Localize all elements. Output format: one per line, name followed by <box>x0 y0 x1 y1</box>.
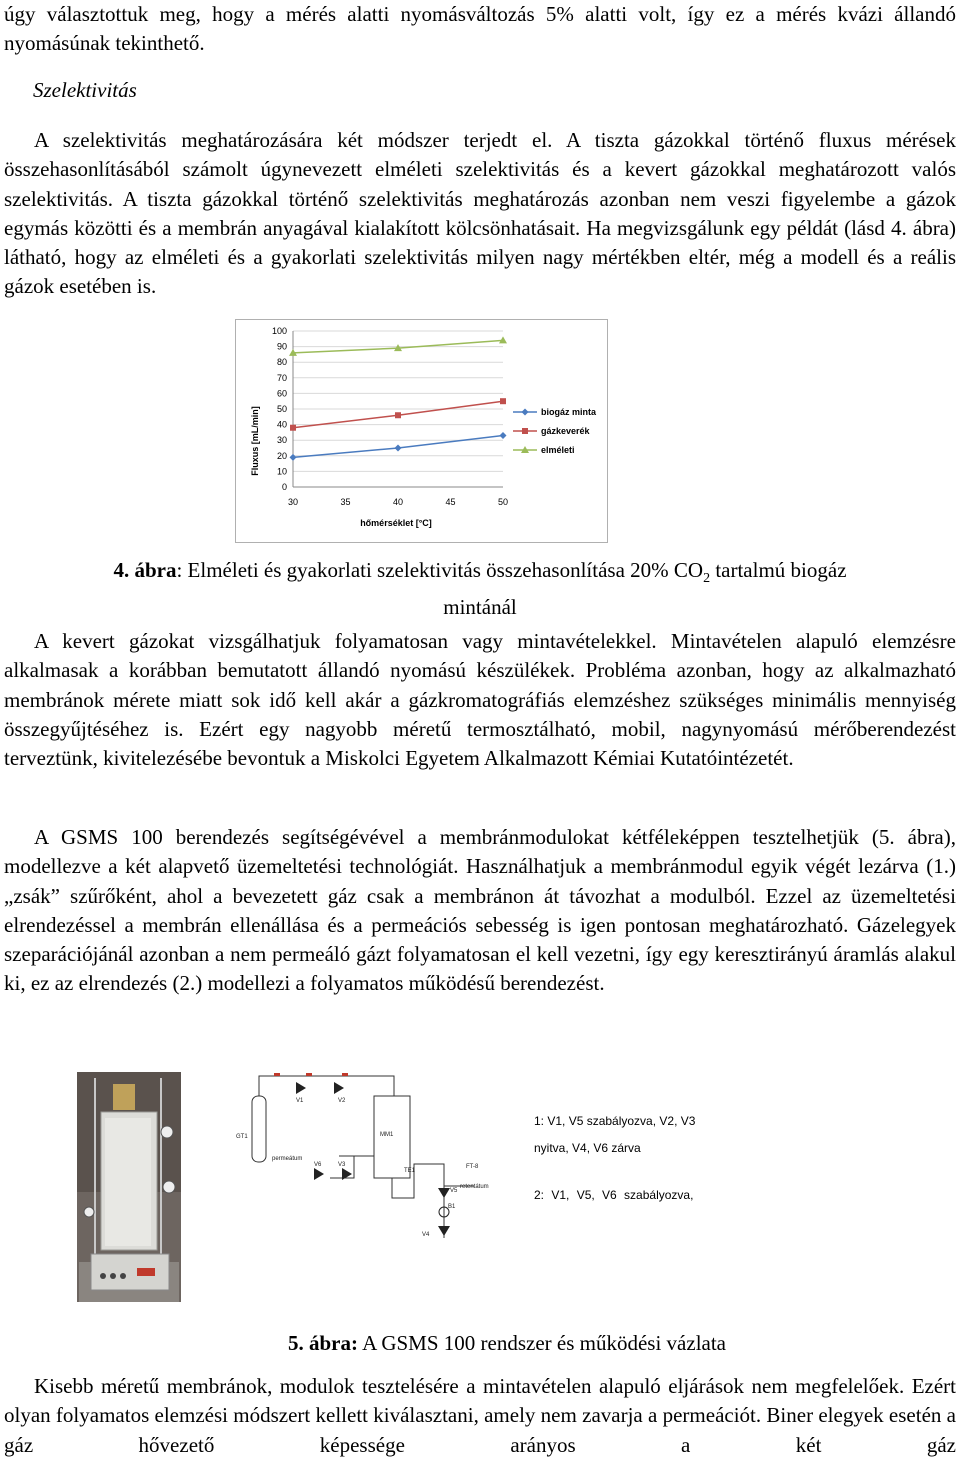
x-tick-label: 30 <box>287 497 299 507</box>
label-v5: V5 <box>450 1188 458 1194</box>
note-2: 2: V1, V5, V6 szabályozva, <box>534 1188 694 1202</box>
legend-label: biogáz minta <box>541 407 597 417</box>
paragraph-intro: úgy választottuk meg, hogy a mérés alatti nyomásváltozás 5% alatti volt, így ez a mérés kvázi állandó nyomásúnak tekinthető. <box>4 2 956 56</box>
legend-label: gázkeverék <box>541 426 590 436</box>
label-v4: V4 <box>422 1232 430 1238</box>
paragraph-gsms: A GSMS 100 berendezés segítségévével a membránmodulokat kétféleképpen tesztelhetjük (5. ábra), modellezve a két alapvető üzemeltetési technológiát. Használhatjuk a membránmodul egyik végét lezárva (1.) „zsák” szűrőként, ahol a bevezetett gáz csak a membránon át távozhat a modulból. Ezzel az üzemeltetési elrendezéssel a membrán ellenállása és a permeációs sebesség is igen pontosan meghatározható. Gázelegyek szeparációjánál azonban a nem permeáló gázt folyamatosan el kell vezetni, így egy keresztirányú áramlás alakul ki, ez az elrendezés (2.) modellezi a folyamatos működésű berendezést. <box>4 825 956 996</box>
label-v2: V2 <box>338 1098 346 1104</box>
note-1: 1: V1, V5 szabályozva, V2, V3 <box>534 1114 696 1128</box>
x-tick-label: 35 <box>340 497 351 507</box>
note-1-cont: nyitva, V4, V6 zárva <box>534 1141 641 1155</box>
figure-4-text: : Elméleti és gyakorlati szelektivitás összehasonlítása 20% CO <box>176 558 704 582</box>
paragraph-selectivity: A szelektivitás meghatározására két módszer terjedt el. A tiszta gázokkal történő fluxus mérések összehasonlításából számolt úgynevezett elméleti szelektivitás és a kevert gázokkal meghatározott valós szelektivitás. A tiszta gázokkal történő szelektivitás meghatározás azonban nem veszi figyelembe a gázok egymás közötti és a membrán anyagával kialakított kölcsönhatásait. Ha megvizsgálunk egy példát (lásd 4. ábra) látható, hogy az elméleti és a gyakorlati szelektivitás milyen nagy mértékben eltér, még a modell és a reális gázok esetében is. <box>4 128 956 299</box>
gsms-schematic <box>234 1068 504 1248</box>
figure-4-text-line2: mintánál <box>443 595 517 620</box>
y-tick-label: 0 <box>281 482 287 492</box>
y-tick-label: 40 <box>276 419 287 430</box>
section-heading: Szelektivitás <box>33 78 137 102</box>
schematic-notes <box>534 1108 734 1209</box>
label-mm1: MM1 <box>380 1132 394 1138</box>
legend-label: elméleti <box>541 445 575 455</box>
label-ft8: FT-8 <box>466 1164 479 1170</box>
data-point <box>290 425 296 431</box>
label-v6: V6 <box>314 1162 322 1168</box>
pressure-regulator-icon <box>113 1084 135 1110</box>
paragraph-bottom: Kisebb méretű membránok, modulok tesztelésére a mintavételen alapuló eljárások nem megfelelőek. Ezért olyan folyamatos elemzési módszert kellett kiválasztani, amely nem zavarja a permeációt. Biner elegyek esetén a gáz hővezető képessége arányos a két gáz <box>4 1374 956 1457</box>
label-v3: V3 <box>338 1162 346 1168</box>
y-tick-label: 10 <box>276 466 287 477</box>
selectivity-chart <box>235 319 608 543</box>
figure-5-text: A GSMS 100 rendszer és működési vázlata <box>357 1331 727 1355</box>
gauge-icon <box>163 1181 175 1193</box>
figure-5-number: 5. ábra: <box>287 1331 358 1355</box>
y-tick-label: 70 <box>276 372 287 383</box>
data-point <box>395 412 401 418</box>
figure-4-number: 4. ábra <box>113 558 177 582</box>
legend-marker <box>522 428 528 434</box>
gsms-device-photo <box>77 1072 181 1302</box>
figure-4-caption <box>0 556 960 622</box>
label-b1: B1 <box>448 1204 456 1210</box>
paragraph-mixed-gases: A kevert gázokat vizsgálhatjuk folyamatosan vagy mintavételekkel. Mintavételen alapuló elemzésre alkalmasak a korábban bemutatott állandó nyomású készülékek. Probléma azonban, hogy az alkalmazható membránok mérete miatt sok idő kell akár a gázkromatográfiás elemzéshez szükséges minimális mennyiség összegyűjtéséhez is. Ezért egy nagyobb méretű termosztálható, mobil, nagynyomású mérőberendezést terveztünk, kivitelezésébe bevontuk a Miskolci Egyetem Alkalmazott Kémiai Kutatóintézetét. <box>4 629 956 771</box>
figure-4-text-cont: tartalmú biogáz <box>710 558 847 582</box>
valve-icons <box>296 1082 450 1236</box>
y-tick-label: 50 <box>276 404 287 414</box>
label-retentate: retentátum <box>460 1184 489 1190</box>
label-te1: TE1 <box>404 1168 416 1174</box>
y-axis-label: Fluxus [mL/min] <box>250 406 260 476</box>
x-tick-label: 40 <box>392 497 404 507</box>
label-permeate: permeátum <box>272 1156 303 1162</box>
y-tick-label: 90 <box>276 341 287 352</box>
display-icon <box>137 1268 155 1276</box>
y-tick-label: 30 <box>276 435 287 446</box>
gauge-icon <box>161 1126 173 1138</box>
label-gt1: GT1 <box>236 1134 248 1140</box>
figure-4-subscript: 2 <box>703 571 711 587</box>
label-v1: V1 <box>296 1098 304 1104</box>
figure-5-caption <box>27 1329 960 1358</box>
y-tick-label: 20 <box>276 450 287 461</box>
data-point <box>500 398 506 404</box>
y-tick-label: 60 <box>276 388 287 399</box>
x-tick-label: 50 <box>497 497 509 507</box>
gauge-icon <box>84 1207 94 1217</box>
y-tick-label: 80 <box>276 357 287 368</box>
x-axis-label: hőmérséklet [°C] <box>360 518 432 528</box>
y-tick-label: 100 <box>271 326 287 336</box>
x-tick-label: 45 <box>445 497 456 507</box>
